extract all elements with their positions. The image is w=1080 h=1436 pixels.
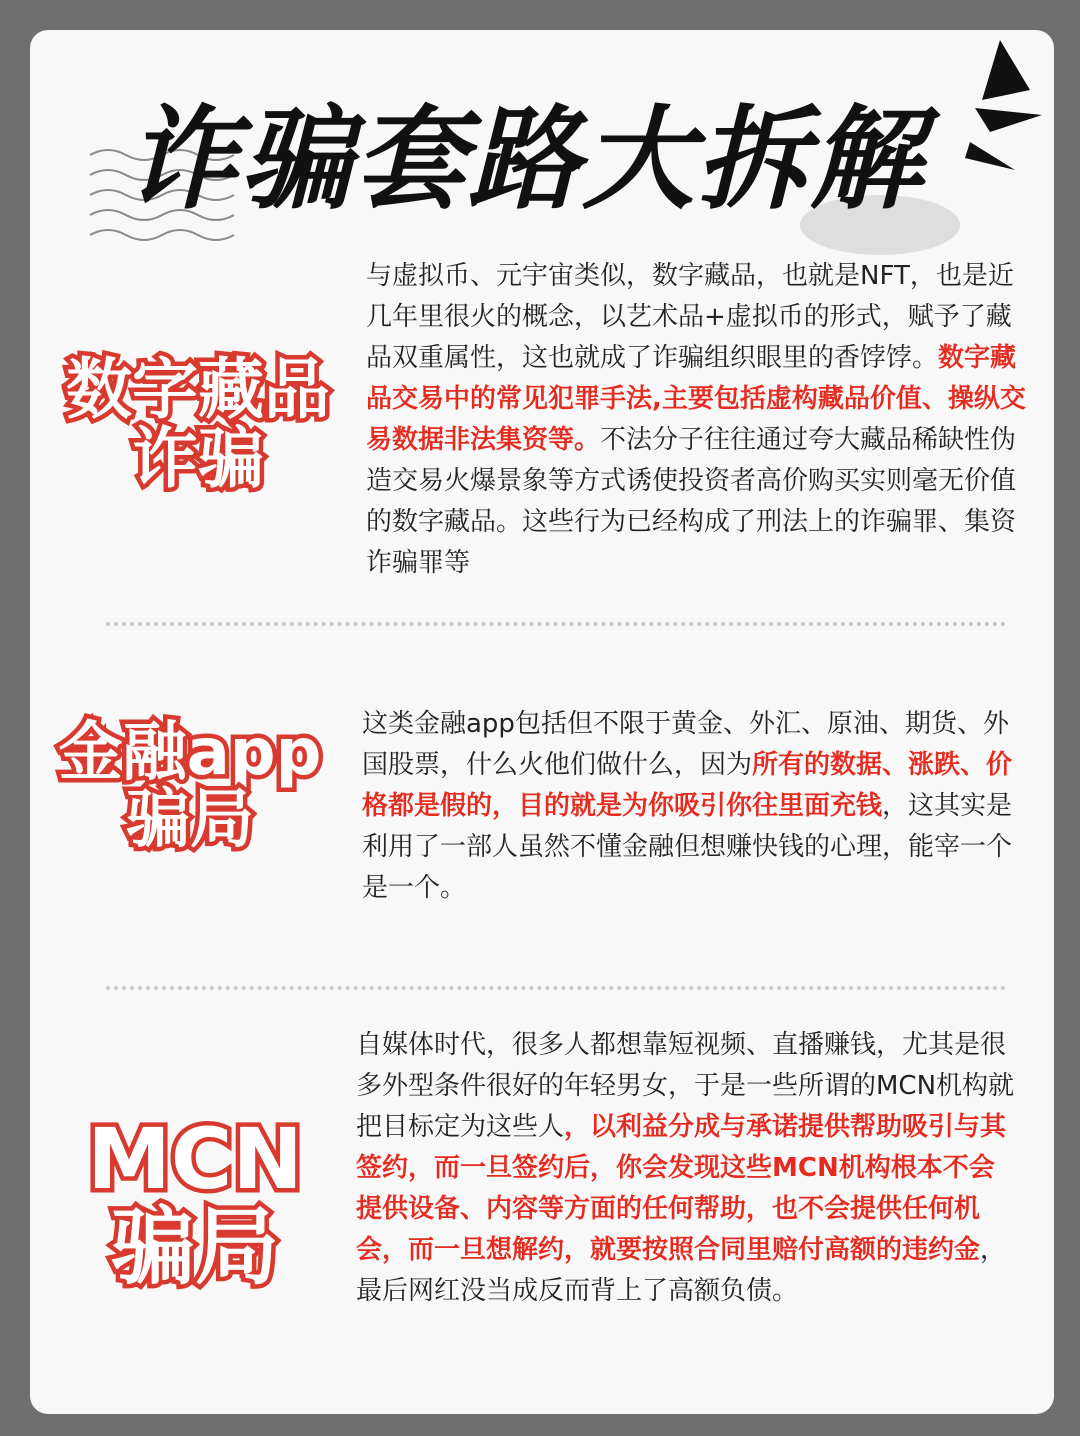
section-label-digital-collectibles: [48, 351, 348, 498]
section-text-mcn: [356, 1025, 1016, 1312]
section-highlight: 数字藏品交易中的常见犯罪手法,主要包括虚构藏品价值、操纵交易数据非法集资等。: [366, 343, 1026, 455]
section-label-finance-app: [40, 716, 340, 858]
section-body: 自媒体时代，很多人都想靠短视频、直播赚钱，尤其是很多外型条件很好的年轻男女，于是一些所谓的MCN机构就把目标定为这些人: [356, 1030, 1015, 1142]
section-label-line2: 骗局: [126, 783, 254, 858]
section-text-finance-app: [362, 704, 1022, 909]
section-label-line2: 骗局: [110, 1198, 279, 1297]
section-body-cont: ，最后网红没当成反而背上了高额负债。: [356, 1235, 1007, 1306]
section-divider: [106, 986, 1006, 990]
section-highlight: 所有的数据、涨跌、价格都是假的，目的就是为你吸引你往里面充钱: [362, 750, 1013, 821]
section-text-digital-collectibles: [366, 256, 1026, 584]
section-label-line1: MCN: [87, 1110, 303, 1208]
poster-card: [30, 30, 1054, 1414]
section-body: 与虚拟币、元宇宙类似，数字藏品，也就是NFT，也是近几年里很火的概念，以艺术品+虚拟币的形式，赋予了藏品双重属性，这也就成了诈骗组织眼里的香饽饽。: [366, 261, 1014, 373]
section-body-cont: ，这其实是利用了一部人虽然不懂金融但想赚快钱的心理，能宰一个是一个。: [362, 791, 1013, 903]
section-divider: [106, 622, 1006, 626]
page-title: 诈骗套路大拆解: [126, 95, 924, 225]
section-label-mcn: [80, 1110, 310, 1297]
section-label-line2: 诈骗: [132, 420, 264, 498]
section-body-cont: 不法分子往往通过夸大藏品稀缺性伪造交易火爆景象等方式诱使投资者高价购买实则毫无价值的数字藏品。这些行为已经构成了刑法上的诈骗罪、集资诈骗罪等: [366, 425, 1017, 578]
section-highlight: ，以利益分成与承诺提供帮助吸引与其签约，而一旦签约后，你会发现这些MCN机构根本不会提供设备、内容等方面的任何帮助，也不会提供任何机会，而一旦想解约，就要按照合同里赔付高额的违约金: [356, 1112, 1007, 1265]
section-label-line1: 金融app: [58, 716, 322, 790]
section-label-line1: 数字藏品: [66, 351, 330, 428]
section-body: 这类金融app包括但不限于黄金、外汇、原油、期货、外国股票，什么火他们做什么，因为: [362, 709, 1009, 780]
